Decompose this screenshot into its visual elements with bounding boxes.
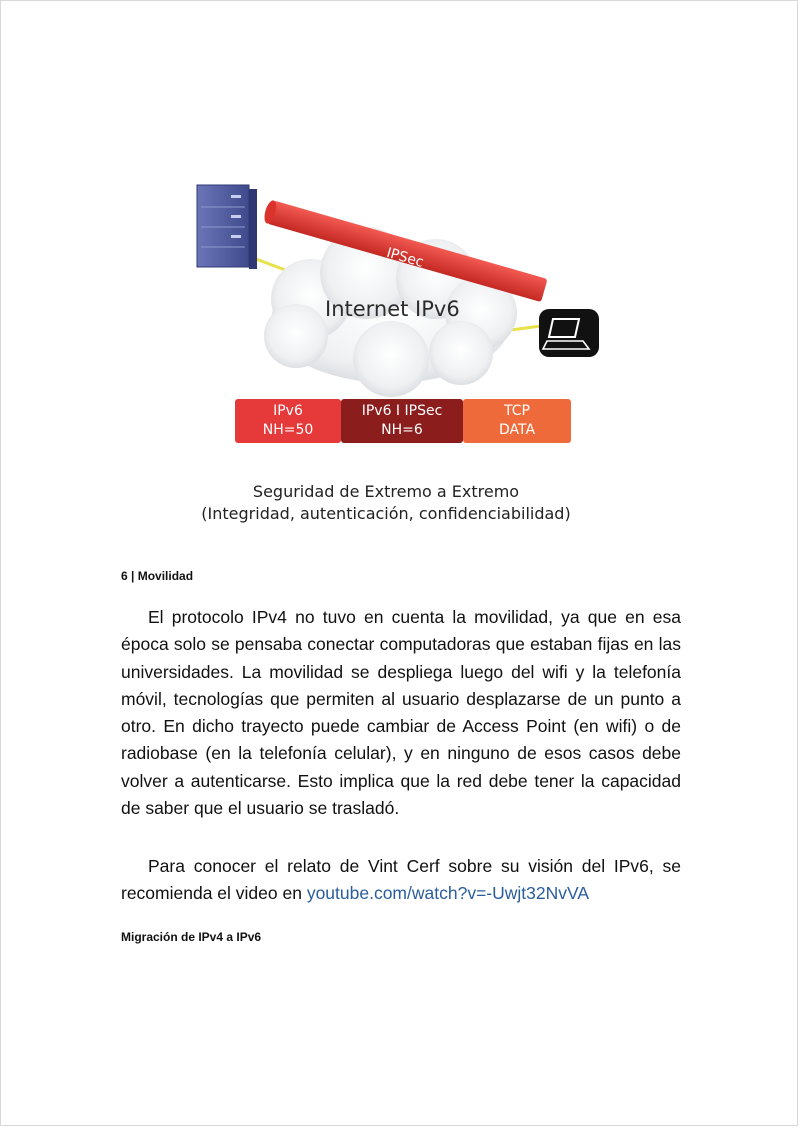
paragraph-text: El protocolo IPv4 no tuvo en cuenta la movilidad, ya que en esa época solo se pensaba conectar computadoras que estaban fijas en las universidades. La movilidad se despliega luego del wifi y la telefonía móvil, tecnologías que permiten al usuario desplazarse de un punto a otro. En dicho trayecto puede cambiar de Access Point (en wifi) o de radiobase (en la telefonía celular), y en ninguno de esos casos debe volver a autenticarse. Esto implica que la red debe tener la capacidad de saber que el usuario se trasladó. — [121, 607, 681, 819]
segment-line2: DATA — [498, 422, 536, 438]
video-link[interactable]: youtube.com/watch?v=-Uwjt32NvVA — [306, 883, 590, 904]
paragraph-video — [121, 853, 681, 908]
segment-line1: TCP — [504, 403, 530, 419]
segment-line2: NH=50 — [262, 422, 314, 438]
server-icon — [197, 185, 257, 269]
paragraph-text: Para conocer el relato de Vint Cerf sobre su visión del IPv6, se recomienda el video en — [121, 856, 681, 904]
packet-segment-ipv6 — [235, 399, 341, 443]
ipsec-diagram — [191, 181, 611, 531]
segment-line1: IPv6 I IPSec — [361, 403, 443, 419]
cloud-label: Internet IPv6 — [325, 297, 460, 321]
section-heading-movilidad: 6 | Movilidad — [121, 569, 194, 583]
packet-segment-ipsec — [341, 399, 463, 443]
segment-line1: IPv6 — [273, 403, 303, 419]
figure-caption — [191, 481, 581, 525]
segment-line2: NH=6 — [381, 422, 423, 438]
tunnel-label: IPSec — [384, 245, 426, 271]
laptop-icon — [539, 309, 599, 357]
section-heading-migracion: Migración de IPv4 a IPv6 — [121, 930, 262, 944]
paragraph-movilidad — [121, 604, 681, 822]
caption-line1: Seguridad de Extremo a Extremo — [252, 482, 520, 501]
packet-segment-tcp — [463, 399, 571, 443]
caption-line2: (Integridad, autenticación, confidenciabilidad) — [201, 504, 571, 523]
